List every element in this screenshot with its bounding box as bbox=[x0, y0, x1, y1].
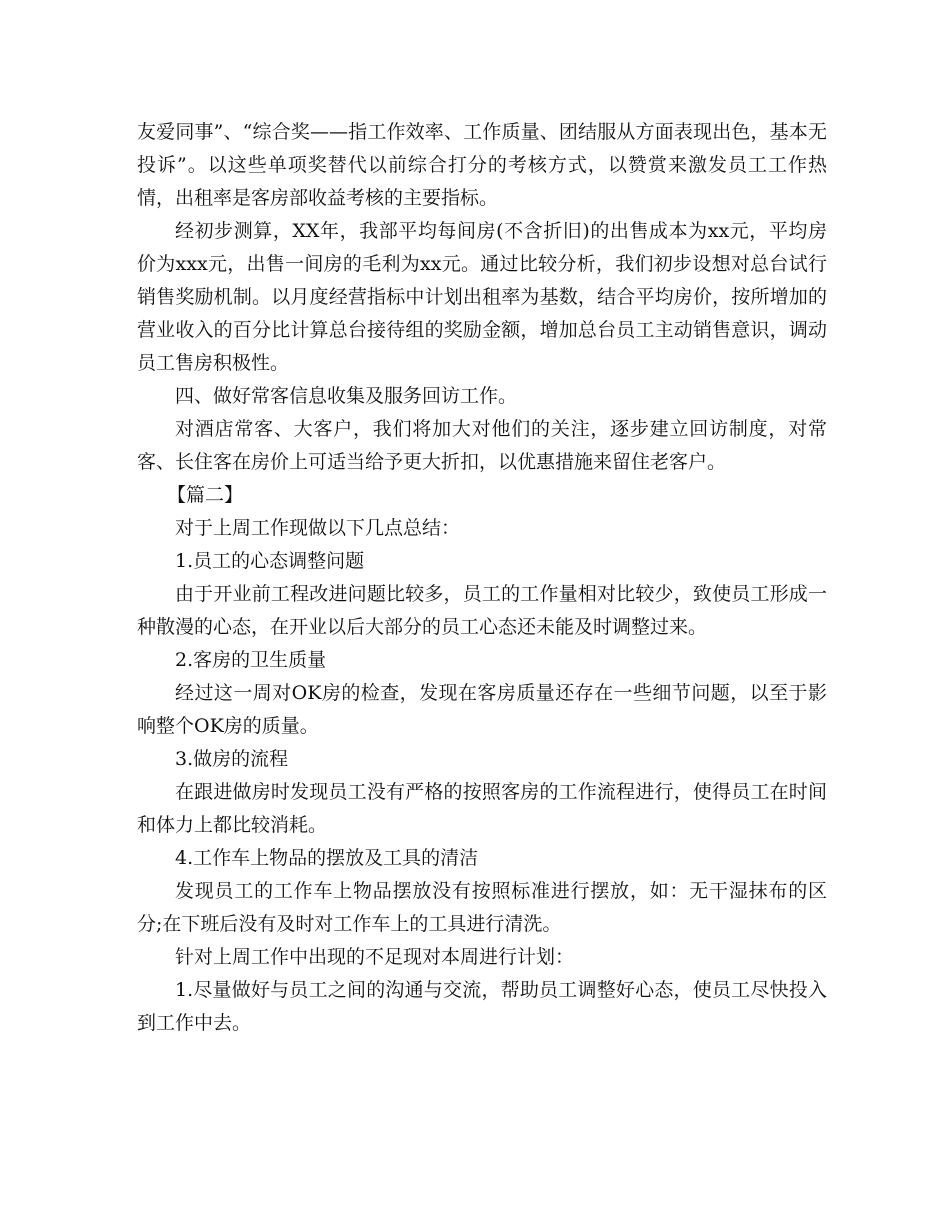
paragraph: 经过这一周对OK房的检查，发现在客房质量还存在一些细节问题，以至于影响整个OK房的质量。 bbox=[137, 682, 827, 737]
document-body bbox=[137, 116, 827, 1040]
paragraph: 由于开业前工程改进问题比较多，员工的工作量相对比较少，致使员工形成一种散漫的心态，在开业以后大部分的员工心态还未能及时调整过来。 bbox=[137, 583, 827, 638]
paragraph: 对酒店常客、大客户，我们将加大对他们的关注，逐步建立回访制度，对常客、长住客在房价上可适当给予更大折扣，以优惠措施来留住老客户。 bbox=[137, 418, 827, 473]
paragraph: 针对上周工作中出现的不足现对本周进行计划： bbox=[175, 946, 575, 968]
section-heading: 四、做好常客信息收集及服务回访工作。 bbox=[175, 385, 518, 407]
paragraph: 经初步测算，XX年，我部平均每间房(不含折旧)的出售成本为xx元，平均房价为xxx元，出售一间房的毛利为xx元。通过比较分析，我们初步设想对总台试行销售奖励机制。以月度经营指标中计划出租率为基数，结合平均房价，按所增加的营业收入的百分比计算总台接待组的奖励金额，增加总台员工主动销售意识，调动员工售房积极性。 bbox=[137, 220, 827, 374]
paragraph: 发现员工的工作车上物品摆放没有按照标准进行摆放，如：无干湿抹布的区分;在下班后没有及时对工作车上的工具进行清洗。 bbox=[137, 880, 827, 935]
list-item: 1.尽量做好与员工之间的沟通与交流，帮助员工调整好心态，使员工尽快投入到工作中去。 bbox=[137, 979, 827, 1034]
paragraph: 在跟进做房时发现员工没有严格的按照客房的工作流程进行，使得员工在时间和体力上都比较消耗。 bbox=[137, 781, 827, 836]
list-item-heading: 2.客房的卫生质量 bbox=[175, 649, 327, 671]
list-item-heading: 3.做房的流程 bbox=[175, 748, 289, 770]
list-item-heading: 1.员工的心态调整问题 bbox=[175, 550, 365, 572]
list-item-heading: 4.工作车上物品的摆放及工具的清洁 bbox=[175, 847, 479, 869]
paragraph: 对于上周工作现做以下几点总结： bbox=[175, 517, 461, 539]
part-heading: 【篇二】 bbox=[167, 484, 244, 506]
paragraph: 友爱同事”、“综合奖——指工作效率、工作质量、团结服从方面表现出色，基本无投诉”。以这些单项奖替代以前综合打分的考核方式，以赞赏来激发员工工作热情，出租率是客房部收益考核的主要指标。 bbox=[137, 121, 827, 209]
